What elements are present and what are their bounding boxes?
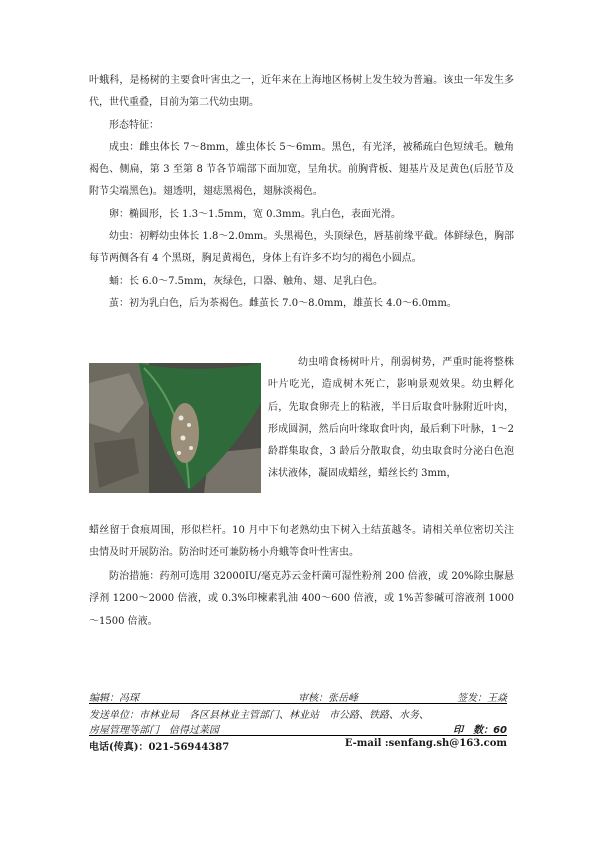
editor-label: 编辑：冯琛 [89,693,139,704]
copies-label: 印 数：60 [453,725,507,736]
footer-recipients-2: 房屋管理等部门 倍得过莱园 [89,725,219,736]
paragraph-intro: 叶蛾科，是杨树的主要食叶害虫之一，近年来在上海地区杨树上发生较为普遍。该虫一年发生多代，世代重叠，目前为第二代幼虫期。 [89,75,514,109]
paragraph-adult: 成虫：雌虫体长 7～8mm，雄虫体长 5～6mm。黑色，有光泽，被稀疏白色短绒毛。触角褐色、侧扁，第 3 至第 8 节各节端部下面加宽，呈角状。前胸背板、翅基片及足黄色(后胫节及附节尖端黑色)。翅透明，翅痣黑褐色，翅脉淡褐色。 [89,141,514,198]
paragraph-pupa: 蛹：长 6.0～7.5mm，灰绿色，口器、触角、翅、足乳白色。 [109,275,383,287]
footer-recipients-row-2 [89,721,507,736]
paragraph-damage: 幼虫啃食杨树叶片，削弱树势，严重时能将整株叶片吃光，造成树木死亡，影响景观效果。幼虫孵化后，先取食卵壳上的粘液，半日后取食叶脉附近叶肉，形成圆洞，然后向叶缘取食叶肉，最后剩下叶脉，1～2 龄群集取食，3 龄后分散取食，幼虫取食时分泌白色泡沫状液体，凝固成蜡丝，蜡丝长约 3mm， [268,357,514,480]
issuer-label: 签发：王焱 [457,693,507,704]
footer-divider-bottom [89,735,507,736]
paragraph-control: 防治措施：药剂可选用 32000IU/毫克苏云金杆菌可湿性粉剂 200 倍液，或 20%除虫脲悬浮剂 1200～2000 倍液，或 0.3%印楝素乳油 400～600 倍液，或 1%苦参碱可溶液剂 1000～1500 倍液。 [89,571,514,627]
heading-morphology: 形态特征： [109,119,159,131]
email-label: E-mail :senfang.sh@163.com [344,738,507,749]
paragraph-damage-cont: 蜡丝留于食痕周围，形似栏杆。10 月中下旬老熟幼虫下树入土结茧越冬。请相关单位密切关注虫情及时开展防治。防治时还可兼防杨小舟蛾等食叶性害虫。 [89,525,514,559]
reviewer-label: 审核：张岳峰 [298,693,358,704]
paragraph-larva: 幼虫：初孵幼虫体长 1.8～2.0mm。头黑褐色，头顶绿色，唇基前缘平截。体鲜绿色，胸部每节两侧各有 4 个黑斑，胸足黄褐色，身体上有许多不均匀的褐色小圆点。 [89,231,514,265]
footer-divider-top [89,703,507,704]
footer-contact [89,738,507,753]
leaf-photo [89,363,261,493]
body-top [89,70,514,315]
footer-recipients-1: 发送单位：市林业局 各区县林业主管部门、林业站 市公路、铁路、水务、 [89,710,429,721]
leaf-image [89,363,261,493]
paragraph-cocoon: 茧：初为乳白色，后为茶褐色。雌茧长 7.0～8.0mm，雄茧长 4.0～6.0mm。 [109,297,457,309]
footer-credits [89,689,507,704]
phone-label: 电话(传真)：021-56944387 [89,742,230,753]
paragraph-egg: 卵：椭圆形，长 1.3～1.5mm，宽 0.3mm。乳白色，表面光滑。 [109,208,401,220]
